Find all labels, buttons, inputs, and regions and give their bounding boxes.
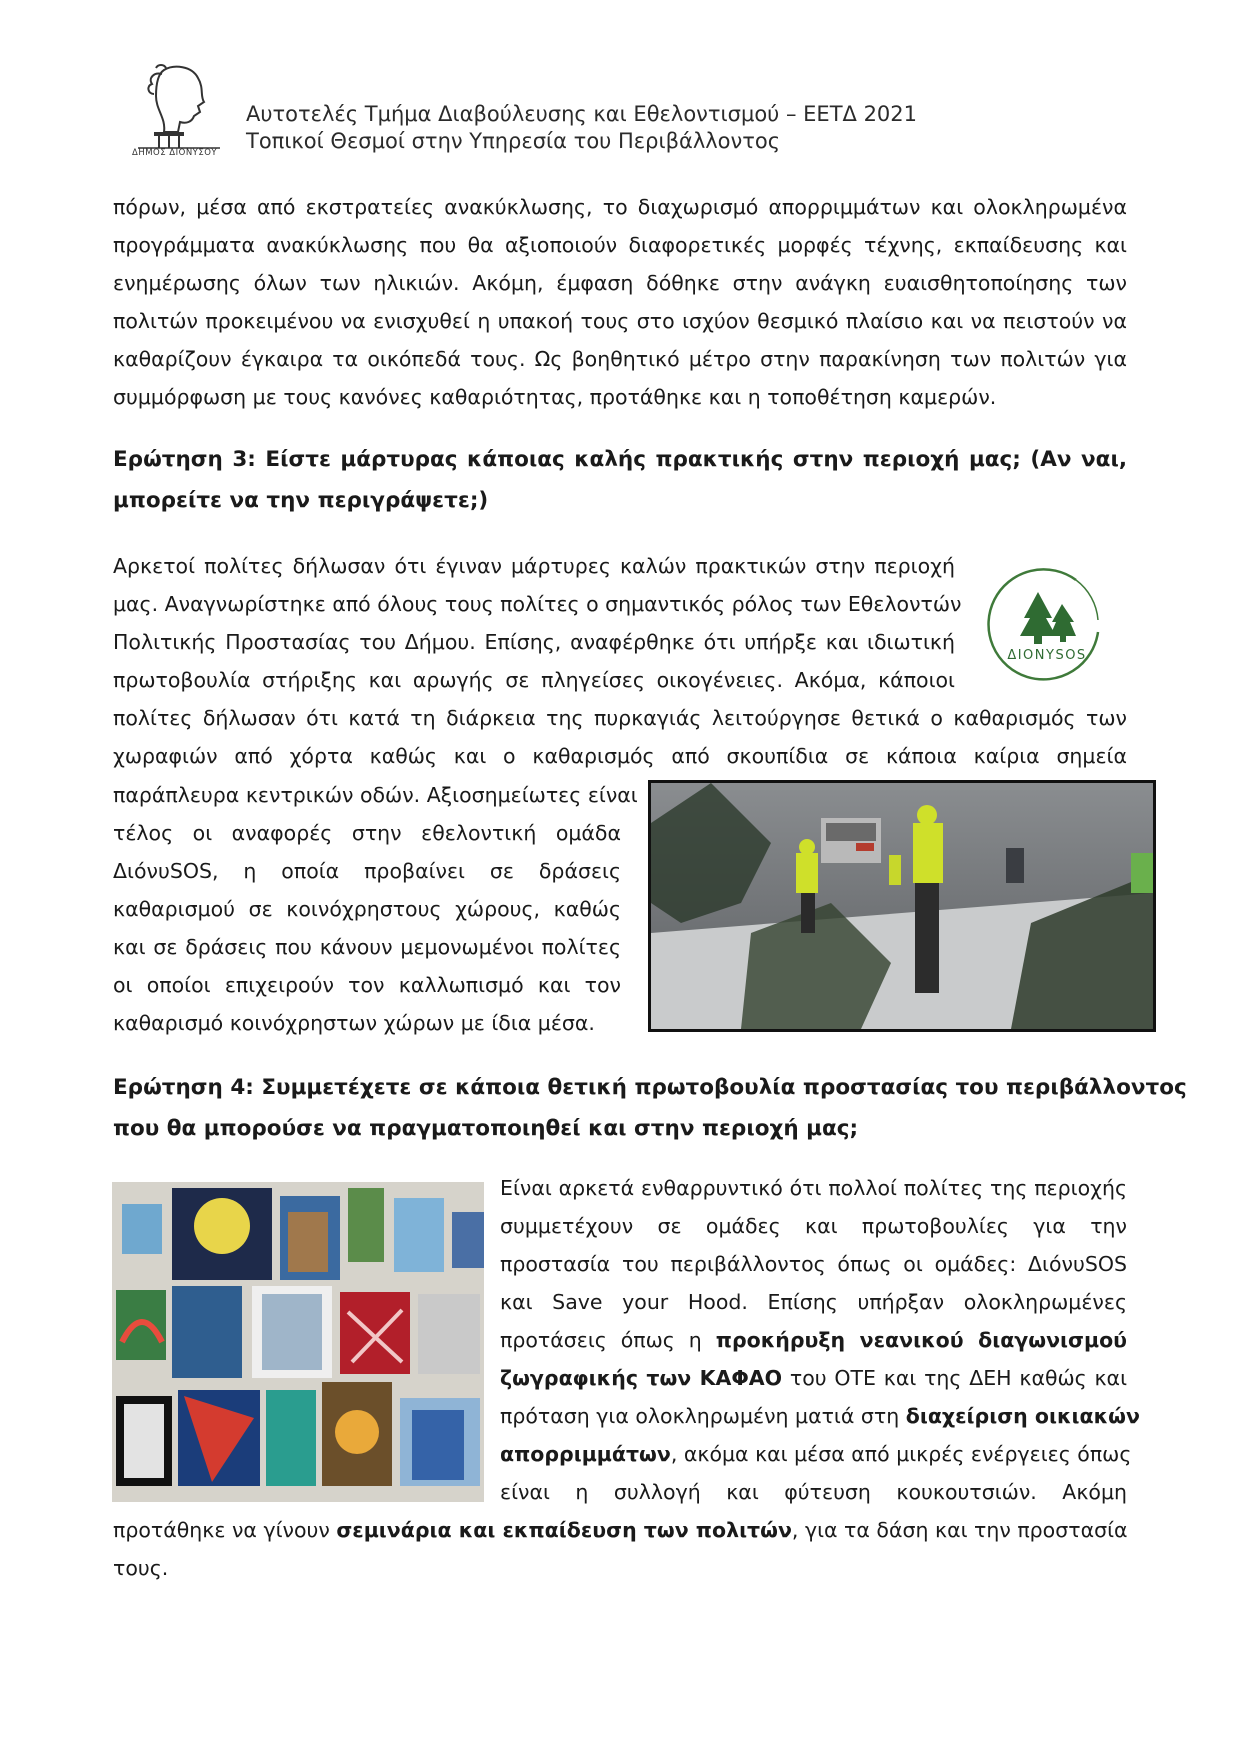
answer-4-line: τους.	[113, 1556, 169, 1580]
intro-line: καθαρίζουν έγκαιρα τα οικόπεδά τους. Ως βοηθητικό μέτρο στην παρακίνηση των πολιτών για	[113, 347, 1127, 371]
answer-3-line: και σε δράσεις που κάνουν μεμονωμένοι πολίτες	[113, 935, 621, 959]
header-subtitle: Τοπικοί Θεσμοί στην Υπηρεσία του Περιβάλλοντος	[246, 129, 781, 153]
question-4-heading-cont: που θα μπορούσε να πραγματοποιηθεί και στην περιοχή μας;	[113, 1116, 859, 1141]
answer-3-line: ΔιόνυSOS, η οποία προβαίνει σε δράσεις	[113, 859, 621, 883]
answer-3-line: πρωτοβουλία στήριξης και αρωγής σε πληγείσες οικογένειες. Ακόμα, κάποιοι	[113, 668, 955, 692]
intro-line: πόρων, μέσα από εκστρατείες ανακύκλωσης, το διαχωρισμό απορριμμάτων και ολοκληρωμένα	[113, 195, 1127, 219]
answer-4-line: προτάσεις όπως η προκήρυξη νεανικού διαγωνισμού	[500, 1328, 1127, 1352]
answer-3-line: χωραφιών από χόρτα καθώς και ο καθαρισμός από σκουπίδια σε κάποια καίρια σημεία	[113, 744, 1127, 768]
answer-3-line: καθαρισμό κοινόχρηστων χώρων με ίδια μέσα.	[113, 1011, 595, 1035]
answer-4-line: απορριμμάτων, ακόμα και μέσα από μικρές ενέργειες όπως	[500, 1442, 1132, 1466]
dionysos-volunteer-logo	[980, 560, 1110, 690]
answer-3-line: καθαρισμού σε κοινόχρηστους χώρους, καθώς	[113, 897, 621, 921]
answer-4-line: ζωγραφικής των ΚΑΦΑΟ του ΟΤΕ και της ΔΕΗ καθώς και	[500, 1366, 1127, 1390]
answer-3-line: Πολιτικής Προστασίας του Δήμου. Επίσης, αναφέρθηκε ότι υπήρξε και ιδιωτική	[113, 630, 955, 654]
intro-line: προγράμματα ανακύκλωσης που θα αξιοποιούν διαφορετικές μορφές τέχνης, εκπαίδευσης και	[113, 233, 1127, 257]
answer-3-line: Αρκετοί πολίτες δήλωσαν ότι έγιναν μάρτυρες καλών πρακτικών στην περιοχή	[113, 554, 955, 578]
question-4-heading: Ερώτηση 4: Συμμετέχετε σε κάποια θετική πρωτοβουλία προστασίας του περιβάλλοντος	[113, 1075, 1187, 1100]
answer-3-line: παράπλευρα κεντρικών οδών. Αξιοσημείωτες είναι	[113, 783, 638, 807]
intro-line: συμμόρφωση με τους κανόνες καθαριότητας, προτάθηκε και η τοποθέτηση καμερών.	[113, 385, 997, 409]
answer-3-line: μας. Αναγνωρίστηκε από όλους τους πολίτες ο σημαντικός ρόλος των Εθελοντών	[113, 592, 962, 616]
question-3-heading: Ερώτηση 3: Είστε μάρτυρας κάποιας καλής πρακτικής στην περιοχή μας; (Αν ναι,	[113, 447, 1127, 472]
answer-4-line: πρόταση για ολοκληρωμένη ματιά στη διαχείριση οικιακών	[500, 1404, 1140, 1428]
logo-caption: ΔΗΜΟΣ ΔΙΟΝΥΣΟΥ	[132, 148, 218, 158]
question-3-heading-cont: μπορείτε να την περιγράψετε;)	[113, 488, 489, 513]
volunteers-snow-photo	[648, 780, 1156, 1032]
answer-4-line: και Save your Hood. Επίσης υπήρξαν ολοκληρωμένες	[500, 1290, 1127, 1314]
answer-4-line: είναι η συλλογή και φύτευση κουκουτσιών. Ακόμη	[500, 1480, 1127, 1504]
intro-line: πολιτών προκειμένου να ενισχυθεί η υπακοή τους στο ισχύον θεσμικό πλαίσιο και να πειστούν να	[113, 309, 1127, 333]
answer-4-line: προστασία του περιβάλλοντος όπως οι ομάδες: ΔιόνυSOS	[500, 1252, 1127, 1276]
intro-line: ενημέρωσης όλων των ηλικιών. Ακόμη, έμφαση δόθηκε στην ανάγκη ευαισθητοποίησης των	[113, 271, 1127, 295]
municipality-logo	[134, 62, 224, 152]
answer-4-line: προτάθηκε να γίνουν σεμινάρια και εκπαίδευση των πολιτών, για τα δάση και την προστασία	[113, 1518, 1128, 1542]
answer-4-line: συμμετέχουν σε ομάδες και πρωτοβουλίες για την	[500, 1214, 1127, 1238]
header-title: Αυτοτελές Τμήμα Διαβούλευσης και Εθελοντισμού – ΕΕΤΔ 2021	[246, 102, 918, 126]
answer-3-line: πολίτες δήλωσαν ότι κατά τη διάρκεια της πυρκαγιάς λειτούργησε θετικά ο καθαρισμός των	[113, 706, 1127, 730]
answer-4-line: Είναι αρκετά ενθαρρυντικό ότι πολλοί πολίτες της περιοχής	[500, 1176, 1127, 1200]
painted-cabinets-collage	[112, 1182, 484, 1502]
dionysos-logo-text: ΔΙΟΝΥSOS	[1007, 648, 1087, 663]
answer-3-line: οι οποίοι επιχειρούν τον καλλωπισμό και τον	[113, 973, 621, 997]
answer-3-line: τέλος οι αναφορές στην εθελοντική ομάδα	[113, 821, 621, 845]
